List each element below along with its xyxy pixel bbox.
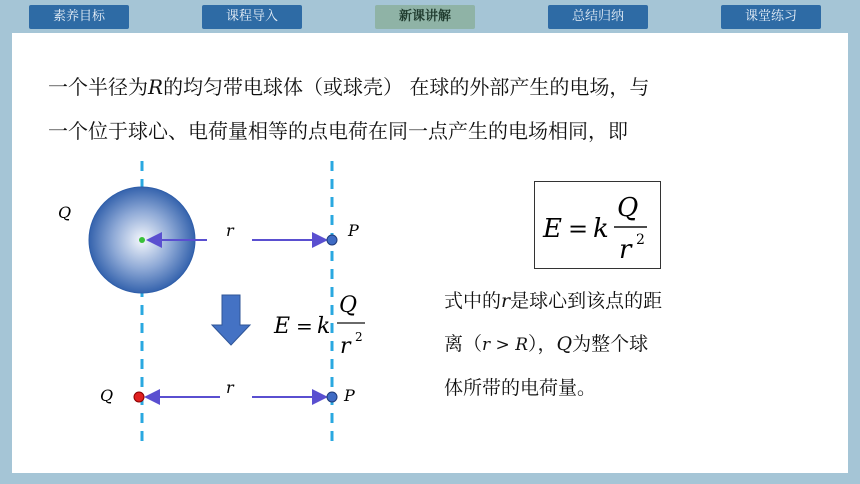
description-line-1 xyxy=(444,286,662,313)
condition-r-greater-R: r > R xyxy=(482,335,528,355)
text-segment: 式中的 xyxy=(444,290,502,312)
coulomb-formula-box xyxy=(534,181,661,269)
tab-course-intro[interactable]: 课程导入 xyxy=(202,5,302,29)
text-segment: 一个半径为 xyxy=(48,75,148,99)
sphere-center-dot xyxy=(139,237,145,243)
symbol-r: r xyxy=(501,290,511,312)
formula-E: E xyxy=(274,314,291,339)
tab-new-lesson[interactable]: 新课讲解 xyxy=(375,5,475,29)
label-Q-top: Q xyxy=(58,203,72,222)
tab-literacy-goals[interactable]: 素养目标 xyxy=(29,5,129,29)
down-arrow-icon xyxy=(212,295,250,345)
text-segment: 的均匀带电球体（或球壳） 在球的外部产生的电场，与 xyxy=(163,75,650,99)
formula-denominator: r xyxy=(619,235,632,265)
text-segment: 是球心到该点的距 xyxy=(510,290,663,312)
text-segment: 离（ xyxy=(444,333,483,355)
label-P-top: P xyxy=(348,221,359,240)
formula-E: E xyxy=(543,214,562,244)
formula-exponent: 2 xyxy=(636,232,645,248)
tab-summary[interactable]: 总结归纳 xyxy=(548,5,648,29)
formula-numerator: Q xyxy=(617,193,639,223)
text-segment: 为整个球 xyxy=(572,333,649,355)
point-P-bottom xyxy=(327,392,337,402)
symbol-R: R xyxy=(148,75,164,99)
formula-numerator: Q xyxy=(339,293,358,318)
symbol-Q: Q xyxy=(556,333,573,355)
tab-class-practice[interactable]: 课堂练习 xyxy=(721,5,821,29)
description-line-2 xyxy=(444,329,648,356)
formula-k: k xyxy=(593,214,609,244)
diagram-formula xyxy=(273,293,365,359)
label-r-top: r xyxy=(226,221,234,240)
coulomb-formula xyxy=(535,182,660,268)
label-P-bottom: P xyxy=(344,386,355,405)
formula-equals: = xyxy=(296,314,313,338)
formula-exponent: 2 xyxy=(355,330,363,344)
point-P-top xyxy=(327,235,337,245)
label-r-bottom: r xyxy=(226,378,234,397)
field-diagram xyxy=(12,33,452,473)
point-charge-Q xyxy=(134,392,144,402)
label-Q-bottom: Q xyxy=(100,386,114,405)
formula-equals: = xyxy=(568,215,589,243)
slide-content xyxy=(12,33,848,473)
text-segment: ）， xyxy=(528,333,557,355)
formula-denominator: r xyxy=(340,334,351,359)
description-line-3: 体所带的电荷量。 xyxy=(444,377,597,399)
formula-k: k xyxy=(317,314,331,339)
paragraph-line-2: 一个位于球心、电荷量相等的点电荷在同一点产生的电场相同，即 xyxy=(48,119,628,143)
top-navigation xyxy=(0,0,860,33)
